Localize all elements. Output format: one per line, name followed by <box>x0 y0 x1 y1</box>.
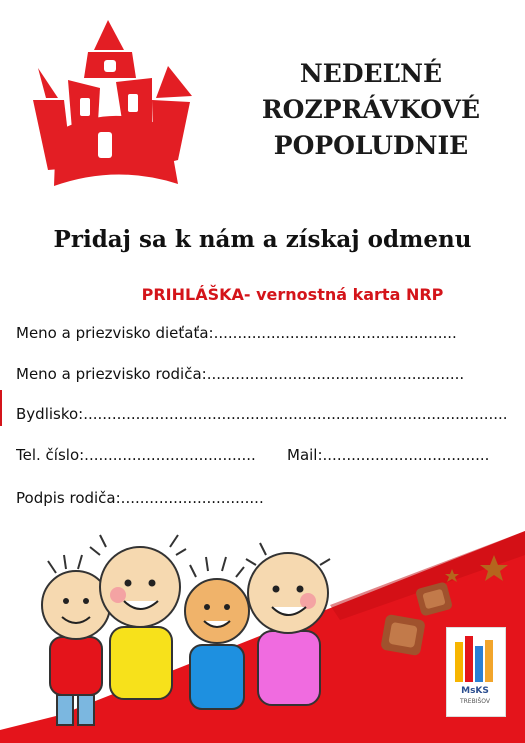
title-line-2: ROZPRÁVKOVÉ <box>261 95 481 124</box>
mail-field: Mail:................................... <box>287 446 490 464</box>
phone-field: Tel. číslo:.................................... <box>16 446 256 464</box>
signature-field: Podpis rodiča:.............................. <box>16 489 264 507</box>
child-name-field: Meno a priezvisko dieťaťa:................................................... <box>16 324 457 342</box>
kid-blue-icon <box>185 557 249 709</box>
logo-name: MsKS <box>461 686 489 696</box>
form-heading: PRIHLÁŠKA- vernostná karta NRP <box>141 285 444 304</box>
tagline: Pridaj sa k nám a získaj odmenu <box>53 226 472 253</box>
building-logo-icon <box>447 628 505 688</box>
page-title <box>228 56 514 164</box>
title-line-1: NEDEĽNÉ <box>299 59 443 88</box>
parent-name-field: Meno a priezvisko rodiča:...................................................... <box>16 365 465 383</box>
logo-town: TREBIŠOV <box>459 698 491 705</box>
left-accent-bar <box>0 390 2 426</box>
castle-crown-icon <box>28 20 198 195</box>
title-line-3: POPOLUDNIE <box>273 131 469 160</box>
address-field: Bydlisko:......................................................................................... <box>16 405 508 423</box>
